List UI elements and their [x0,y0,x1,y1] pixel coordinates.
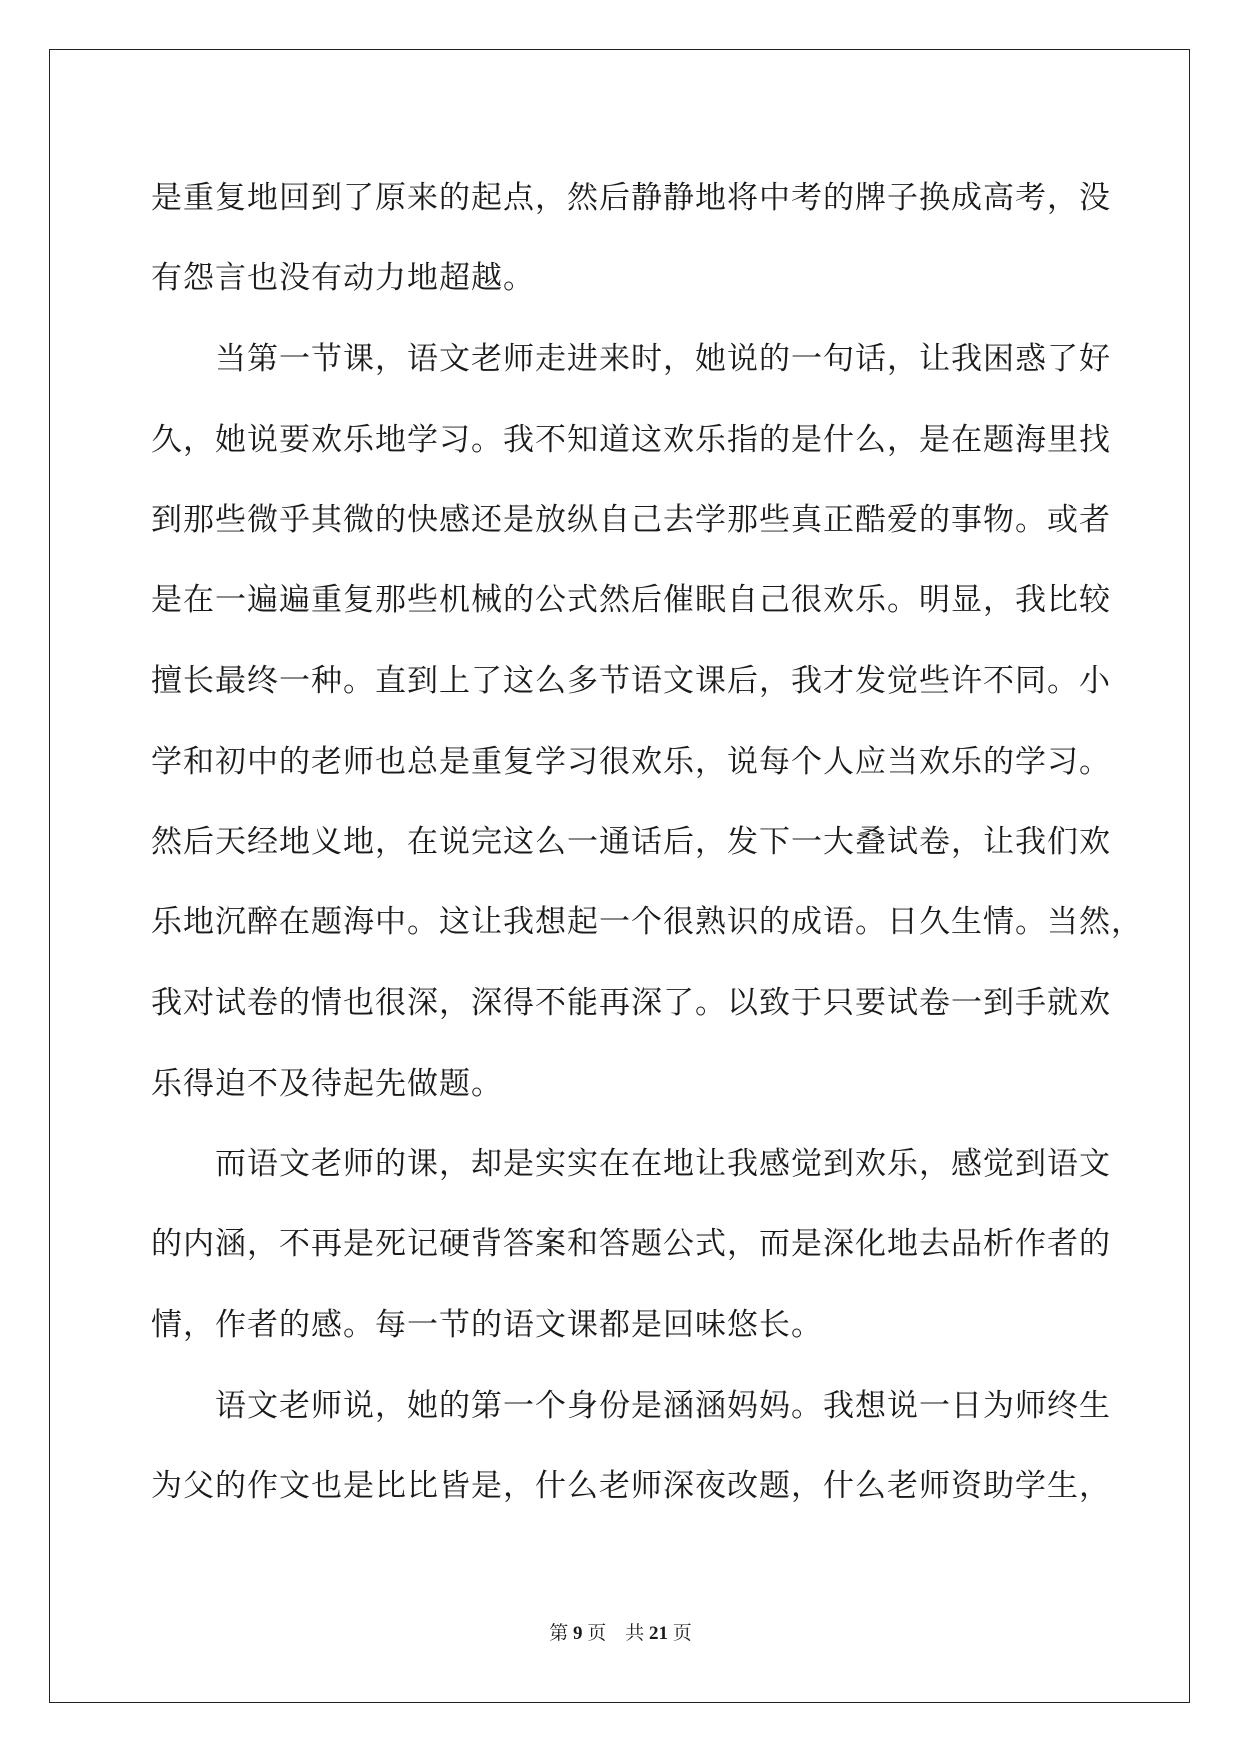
footer-mid: 页 共 [587,1623,645,1644]
text-line: 有怨言也没有动力地超越。 [151,260,535,296]
text-line: 情，作者的感。每一节的语文课都是回味悠长。 [151,1307,823,1343]
page-footer [0,1618,1241,1645]
footer-suffix: 页 [672,1623,692,1644]
text-line: 当第一节课，语文老师走进来时，她说的一句话，让我困惑了好 [151,341,1111,377]
text-line: 久，她说要欢乐地学习。我不知道这欢乐指的是什么，是在题海里找 [151,422,1111,458]
text-line: 乐得迫不及待起先做题。 [151,1066,503,1102]
text-line: 为父的作文也是比比皆是，什么老师深夜改题，什么老师资助学生， [151,1468,1111,1504]
footer-prefix: 第 [549,1623,569,1644]
current-page-number: 9 [572,1623,583,1644]
text-line: 是重复地回到了原来的起点，然后静静地将中考的牌子换成高考，没 [151,180,1111,216]
text-line: 擅长最终一种。直到上了这么多节语文课后，我才发觉些许不同。小 [151,663,1111,699]
text-line: 我对试卷的情也很深，深得不能再深了。以致于只要试卷一到手就欢 [151,985,1111,1021]
text-line: 语文老师说，她的第一个身份是涵涵妈妈。我想说一日为师终生 [151,1388,1111,1424]
text-line: 然后天经地义地，在说完这么一通话后，发下一大叠试卷，让我们欢 [151,824,1111,860]
text-line: 而语文老师的课，却是实实在在地让我感觉到欢乐，感觉到语文 [151,1146,1111,1182]
text-line: 乐地沉醉在题海中。这让我想起一个很熟识的成语。日久生情。当然， [151,904,1143,940]
text-line: 学和初中的老师也总是重复学习很欢乐，说每个人应当欢乐的学习。 [151,744,1111,780]
text-line: 到那些微乎其微的快感还是放纵自己去学那些真正酷爱的事物。或者 [151,502,1111,538]
text-line: 是在一遍遍重复那些机械的公式然后催眠自己很欢乐。明显，我比较 [151,582,1111,618]
page-border [49,49,1190,1703]
text-line: 的内涵，不再是死记硬背答案和答题公式，而是深化地去品析作者的 [151,1226,1111,1262]
total-page-count: 21 [649,1623,668,1644]
